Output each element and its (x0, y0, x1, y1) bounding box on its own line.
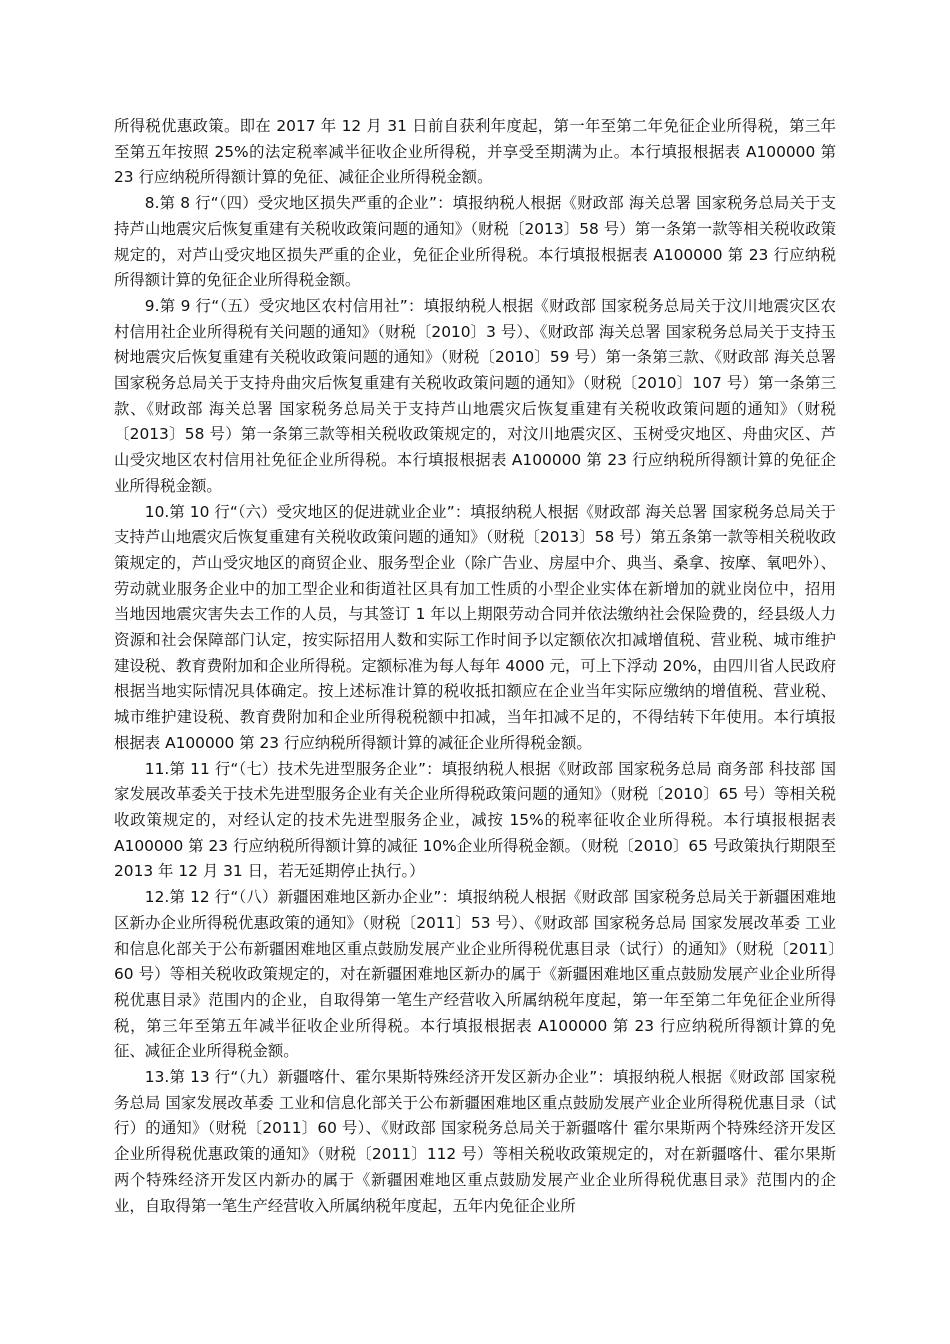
paragraph-item-11: 11.第 11 行“（七）技术先进型服务企业”：填报纳税人根据《财政部 国家税务总局 商务部 科技部 国家发展改革委关于技术先进型服务企业有关企业所得税政策问题的通知》（财税〔2010〕65 号）等相关税收政策规定的，对经认定的技术先进型服务企业，减按 15%的税率征收企业所得税。本行填报根据表 A100000 第 23 行应纳税所得额计算的减征 10%企业所得税金额。（财税〔2010〕65 号政策执行期限至 2013 年 12 月 31 日，若无延期停止执行。） (114, 759, 836, 881)
paragraph-item-9: 9.第 9 行“（五）受灾地区农村信用社”：填报纳税人根据《财政部 国家税务总局关于汶川地震灾区农村信用社企业所得税有关问题的通知》（财税〔2010〕3 号）、《财政部 海关总署 国家税务总局关于支持玉树地震灾后恢复重建有关税收政策问题的通知》（财税〔2010〕59 号）第一条第三款、《财政部 海关总署 国家税务总局关于支持舟曲灾后恢复重建有关税收政策问题的通知》（财税〔2010〕107 号）第一条第三款、《财政部 海关总署 国家税务总局关于支持芦山地震灾后恢复重建有关税收政策问题的通知》（财税〔2013〕58 号）第一条第三款等相关税收政策规定的，对汶川地震灾区、玉树受灾地区、舟曲灾区、芦山受灾地区农村信用社免征企业所得税。本行填报根据表 A100000 第 23 行应纳税所得额计算的免征企业所得税金额。 (114, 296, 836, 495)
paragraph-item-8: 8.第 8 行“（四）受灾地区损失严重的企业”：填报纳税人根据《财政部 海关总署 国家税务总局关于支持芦山地震灾后恢复重建有关税收政策问题的通知》（财税〔2013〕58 号）第一条第一款等相关税收政策规定的，对芦山受灾地区损失严重的企业，免征企业所得税。本行填报根据表 A100000 第 23 行应纳税所得额计算的免征企业所得税金额。 (114, 194, 836, 290)
paragraph-item-13: 13.第 13 行“（九）新疆喀什、霍尔果斯特殊经济开发区新办企业”：填报纳税人根据《财政部 国家税务总局 国家发展改革委 工业和信息化部关于公布新疆困难地区重点鼓励发展产业企业所得税优惠目录（试行）的通知》（财税〔2011〕60 号）、《财政部 国家税务总局关于新疆喀什 霍尔果斯两个特殊经济开发区企业所得税优惠政策的通知》（财税〔2011〕112 号）等相关税收政策规定的，对在新疆喀什、霍尔果斯两个特殊经济开发区内新办的属于《新疆困难地区重点鼓励发展产业企业所得税优惠目录》范围内的企业，自取得第一笔生产经营收入所属纳税年度起，五年内免征企业所 (114, 1068, 836, 1215)
paragraph-continuation: 所得税优惠政策。即在 2017 年 12 月 31 日前自获利年度起，第一年至第二年免征企业所得税，第三年至第五年按照 25%的法定税率减半征收企业所得税，并享受至期满为止。本行填报根据表 A100000 第 23 行应纳税所得额计算的免征、减征企业所得税金额。 (114, 117, 836, 187)
paragraph-item-12: 12.第 12 行“（八）新疆困难地区新办企业”：填报纳税人根据《财政部 国家税务总局关于新疆困难地区新办企业所得税优惠政策的通知》（财税〔2011〕53 号）、《财政部 国家税务总局 国家发展改革委 工业和信息化部关于公布新疆困难地区重点鼓励发展产业企业所得税优惠目录（试行）的通知》（财税〔2011〕60 号）等相关税收政策规定的，对在新疆困难地区新办的属于《新疆困难地区重点鼓励发展产业企业所得税优惠目录》范围内的企业，自取得第一笔生产经营收入所属纳税年度起，第一年至第二年免征企业所得税，第三年至第五年减半征收企业所得税。本行填报根据表 A100000 第 23 行应纳税所得额计算的免征、减征企业所得税金额。 (114, 888, 836, 1061)
document-body (114, 114, 836, 1219)
paragraph-item-10: 10.第 10 行“（六）受灾地区的促进就业企业”：填报纳税人根据《财政部 海关总署 国家税务总局关于支持芦山地震灾后恢复重建有关税收政策问题的通知》（财税〔2013〕58 号）第五条第一款等相关税收政策规定的，芦山受灾地区的商贸企业、服务型企业（除广告业、房屋中介、典当、桑拿、按摩、氧吧外）、劳动就业服务企业中的加工型企业和街道社区具有加工性质的小型企业实体在新增加的就业岗位中，招用当地因地震灾害失去工作的人员，与其签订 1 年以上期限劳动合同并依法缴纳社会保险费的，经县级人力资源和社会保障部门认定，按实际招用人数和实际工作时间予以定额依次扣减增值税、营业税、城市维护建设税、教育费附加和企业所得税。定额标准为每人每年 4000 元，可上下浮动 20%，由四川省人民政府根据当地实际情况具体确定。按上述标准计算的税收抵扣额应在企业当年实际应缴纳的增值税、营业税、城市维护建设税、教育费附加和企业所得税税额中扣减，当年扣减不足的，不得结转下年使用。本行填报根据表 A100000 第 23 行应纳税所得额计算的减征企业所得税金额。 (114, 502, 836, 752)
